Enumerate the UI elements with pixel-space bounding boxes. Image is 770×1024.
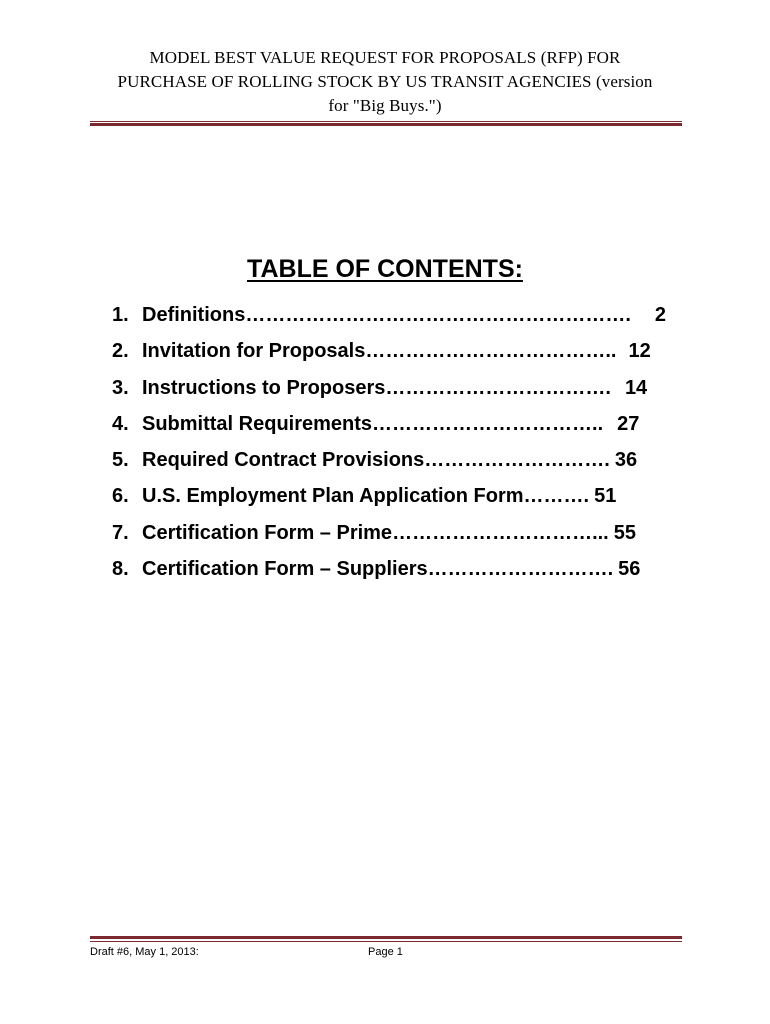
toc-item-leader: …………………………….. — [372, 412, 604, 435]
toc-item-number: 2. — [112, 340, 129, 363]
footer-rule-thick — [90, 936, 682, 939]
toc-item-leader: ………………………. — [427, 558, 614, 581]
toc-item-number: 4. — [112, 412, 129, 435]
toc-item-page: 56 — [618, 558, 641, 581]
toc-item-leader: …………………………………………………. — [245, 304, 631, 326]
toc-item-title: Required Contract Provisions — [142, 449, 425, 472]
toc-item-certification-suppliers[interactable] — [112, 558, 666, 594]
toc-item-page: 12 — [628, 340, 651, 363]
header-line-3: for "Big Buys.") — [328, 96, 442, 115]
toc-item-invitation[interactable] — [112, 340, 666, 376]
toc-item-definitions[interactable] — [112, 304, 666, 340]
toc-item-submittal[interactable] — [112, 413, 666, 449]
footer-rule-thin — [90, 941, 682, 942]
toc-item-title: Certification Form – Suppliers — [142, 558, 428, 581]
toc-item-page: 2 — [654, 304, 667, 326]
toc-item-title: Definitions — [142, 304, 246, 326]
toc-item-employment-plan[interactable] — [112, 485, 666, 521]
toc-item-number: 5. — [112, 449, 129, 472]
footer-page-number: Page 1 — [368, 946, 403, 958]
toc-item-number: 7. — [112, 521, 129, 544]
toc-item-number: 6. — [112, 485, 129, 508]
toc-item-leader: ……………………………….. — [365, 340, 617, 363]
toc-item-leader: ………………………. — [424, 449, 610, 472]
header-line-1: MODEL BEST VALUE REQUEST FOR PROPOSALS (RFP) FOR — [149, 48, 621, 67]
toc-item-page: 55 — [613, 521, 636, 544]
toc-item-leader: ……………………………. — [385, 376, 611, 399]
toc-item-number: 1. — [112, 304, 129, 326]
document-header — [0, 46, 770, 118]
toc-heading-text: TABLE OF CONTENTS: — [247, 255, 523, 283]
toc-item-page: 51 — [594, 485, 617, 508]
header-rule-thin — [90, 121, 682, 122]
toc-item-certification-prime[interactable] — [112, 522, 666, 558]
toc-item-title: Instructions to Proposers — [142, 376, 386, 399]
toc-item-title: Invitation for Proposals — [142, 340, 366, 363]
toc-item-instructions[interactable] — [112, 377, 666, 413]
toc-item-contract-provisions[interactable] — [112, 449, 666, 485]
toc-item-number: 3. — [112, 376, 129, 399]
toc-item-title: Submittal Requirements — [142, 412, 373, 435]
header-rule-thick — [90, 123, 682, 126]
toc-heading — [0, 252, 770, 286]
toc-item-leader: …………………………... — [392, 521, 609, 544]
toc-item-page: 27 — [617, 412, 640, 435]
toc-list — [112, 304, 666, 594]
toc-item-leader: ………. — [523, 485, 590, 508]
toc-item-title: U.S. Employment Plan Application Form — [142, 485, 524, 508]
footer-draft-label: Draft #6, May 1, 2013: — [90, 946, 199, 958]
toc-item-number: 8. — [112, 558, 129, 581]
toc-item-page: 14 — [624, 376, 648, 399]
toc-item-title: Certification Form – Prime — [142, 521, 393, 544]
header-line-2: PURCHASE OF ROLLING STOCK BY US TRANSIT AGENCIES (version — [117, 72, 653, 91]
toc-item-page: 36 — [614, 449, 638, 472]
